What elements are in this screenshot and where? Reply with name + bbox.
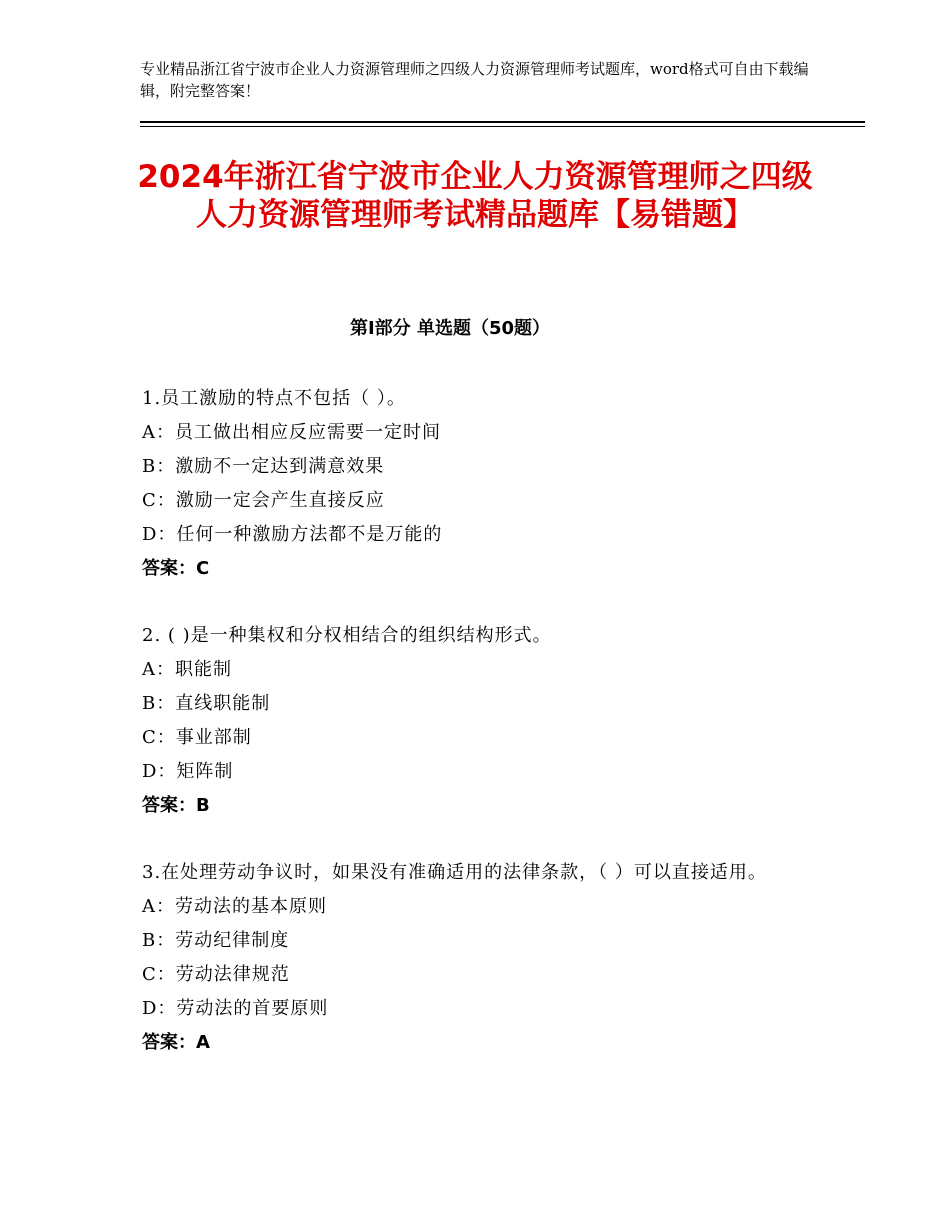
option-a: A：员工做出相应反应需要一定时间 xyxy=(142,422,441,443)
option-c: C：事业部制 xyxy=(142,727,252,748)
option-d: D：劳动法的首要原则 xyxy=(142,998,329,1019)
option-b: B：直线职能制 xyxy=(142,693,271,714)
answer-label: 答案：C xyxy=(142,558,210,579)
question-stem: 3.在处理劳动争议时，如果没有准确适用的法律条款，（ ）可以直接适用。 xyxy=(142,862,767,883)
option-d: D：矩阵制 xyxy=(142,761,234,782)
option-b: B：激励不一定达到满意效果 xyxy=(142,456,385,477)
header-rule-thick xyxy=(140,121,865,123)
option-c: C：激励一定会产生直接反应 xyxy=(142,490,385,511)
question-stem: 1.员工激励的特点不包括（ ）。 xyxy=(142,388,406,409)
option-b: B：劳动纪律制度 xyxy=(142,930,290,951)
question-stem: 2. ( )是一种集权和分权相结合的组织结构形式。 xyxy=(142,625,552,646)
header-note: 专业精品浙江省宁波市企业人力资源管理师之四级人力资源管理师考试题库，word格式可自由下载编辑，附完整答案！ xyxy=(140,60,809,100)
question-list xyxy=(142,382,812,1093)
answer-label: 答案：B xyxy=(142,795,210,816)
option-d: D：任何一种激励方法都不是万能的 xyxy=(142,524,443,545)
option-a: A：职能制 xyxy=(142,659,232,680)
section-heading: 第Ⅰ部分 单选题（50题） xyxy=(349,318,550,339)
header-rule-thin xyxy=(140,126,865,127)
option-c: C：劳动法律规范 xyxy=(142,964,290,985)
document-title: 2024年浙江省宁波市企业人力资源管理师之四级人力资源管理师考试精品题库【易错题】 xyxy=(137,159,813,233)
question-2 xyxy=(142,619,812,823)
question-1 xyxy=(142,382,812,586)
option-a: A：劳动法的基本原则 xyxy=(142,896,327,917)
answer-label: 答案：A xyxy=(142,1032,210,1053)
question-3 xyxy=(142,856,812,1060)
